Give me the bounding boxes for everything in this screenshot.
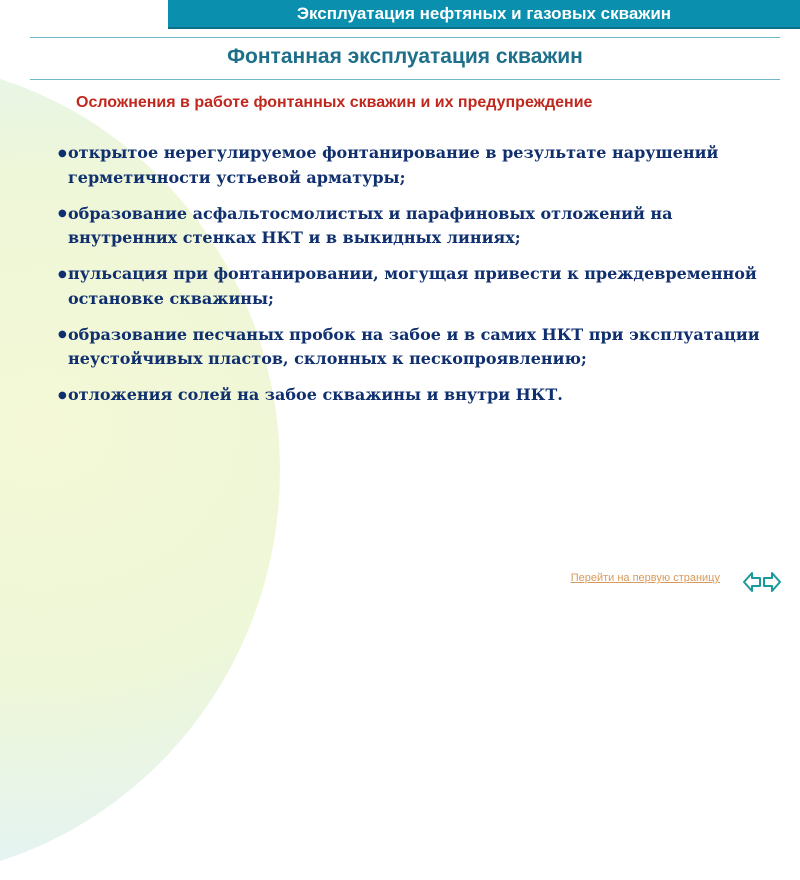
bullet-dot-icon: ●	[58, 268, 67, 280]
bullet-list	[58, 141, 778, 420]
list-item	[58, 383, 778, 408]
header-title: Эксплуатация нефтяных и газовых скважин	[296, 4, 672, 23]
list-item	[58, 323, 778, 372]
double-arrow-icon	[742, 570, 782, 594]
divider-top	[30, 37, 780, 38]
list-item	[58, 141, 778, 190]
bullet-dot-icon: ●	[58, 389, 67, 401]
bullet-dot-icon: ●	[58, 208, 67, 219]
divider-bottom	[30, 79, 780, 80]
list-item-text: отложения солей на забое скважины и внутри НКТ.	[68, 385, 563, 404]
list-item	[58, 262, 778, 311]
nav-arrows-button[interactable]	[742, 570, 782, 594]
list-item-text: образование песчаных пробок на забое и в самих НКТ при эксплуатации неустойчивых пластов, склонных к пескопроявлению;	[68, 324, 760, 368]
subheading: Осложнения в работе фонтанных скважин и их предупреждение	[76, 94, 593, 111]
list-item-text: пульсация при фонтанировании, могущая привести к преждевременной остановке скважины;	[68, 264, 757, 308]
list-item	[58, 202, 778, 251]
section-title: Фонтанная эксплуатация скважин	[227, 45, 583, 68]
list-item-text: открытое нерегулируемое фонтанирование в результате нарушений герметичности устьевой арматуры;	[68, 143, 719, 187]
bullet-dot-icon: ●	[58, 147, 67, 159]
bullet-dot-icon: ●	[58, 329, 67, 340]
first-page-link[interactable]: Перейти на первую страницу	[570, 572, 720, 584]
list-item-text: образование асфальтосмолистых и парафиновых отложений на внутренних стенках НКТ и в выкидных линиях;	[68, 203, 673, 247]
header-bar	[168, 0, 800, 29]
